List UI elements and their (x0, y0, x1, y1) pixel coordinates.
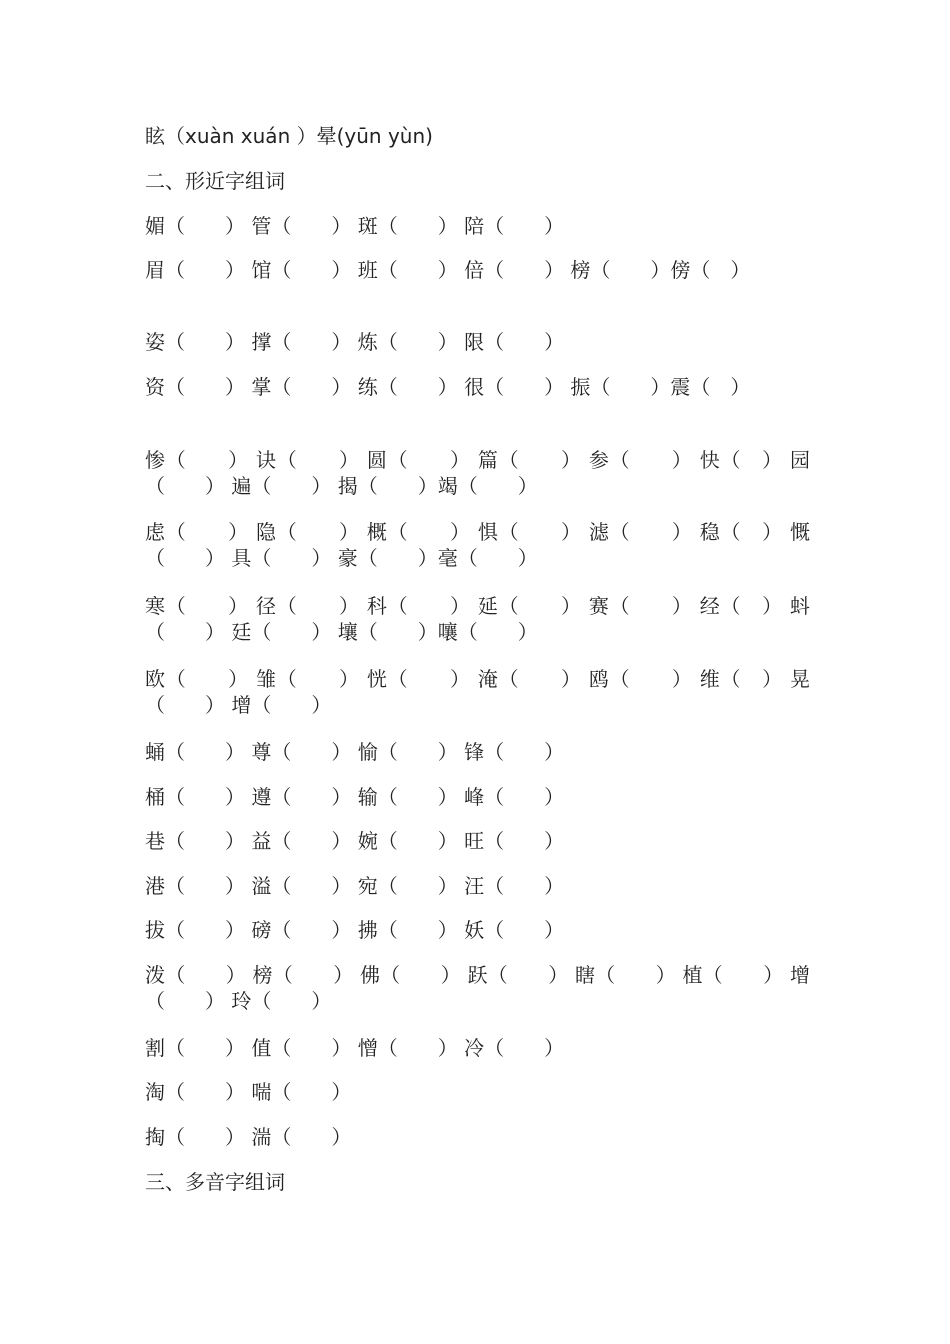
word-row: 拔（ ） 磅（ ） 拂（ ） 妖（ ） (145, 918, 565, 942)
word-row: 姿（ ） 撑（ ） 炼（ ） 限（ ） (145, 330, 565, 354)
word-row: 泼（ ） 榜（ ） 佛（ ） 跃（ ） 瞎（ ） 植（ ） 增（ ） 玲（ ） (145, 963, 810, 1013)
word-row: 媚（ ） 管（ ） 斑（ ） 陪（ ） (145, 214, 565, 238)
word-row: 港（ ） 溢（ ） 宛（ ） 汪（ ） (145, 874, 565, 898)
word-row: 巷（ ） 益（ ） 婉（ ） 旺（ ） (145, 829, 565, 853)
word-row: 虑（ ） 隐（ ） 概（ ） 惧（ ） 滤（ ） 稳（ ） 慨（ ） 具（ ） 豪（ ）毫（ ） (145, 520, 810, 570)
word-row: 淘（ ） 喘（ ） (145, 1080, 352, 1104)
word-row: 眉（ ） 馆（ ） 班（ ） 倍（ ） 榜（ ）傍（ ） (145, 258, 751, 282)
word-row: 蛹（ ） 尊（ ） 愉（ ） 锋（ ） (145, 740, 565, 764)
pinyin-line: 眩（xuàn xuán ）晕(yūn yùn) (145, 124, 433, 148)
word-row: 桶（ ） 遵（ ） 输（ ） 峰（ ） (145, 785, 565, 809)
word-row: 掏（ ） 湍（ ） (145, 1125, 352, 1149)
word-row: 惨（ ） 诀（ ） 圆（ ） 篇（ ） 参（ ） 快（ ） 园（ ） 遍（ ） 揭（ ）竭（ ） (145, 448, 810, 498)
section-3-title: 三、多音字组词 (145, 1170, 285, 1194)
word-row: 割（ ） 值（ ） 憎（ ） 冷（ ） (145, 1036, 565, 1060)
word-row: 寒（ ） 径（ ） 科（ ） 延（ ） 赛（ ） 经（ ） 蚪（ ） 廷（ ） 壤（ ）嚷（ ） (145, 594, 810, 644)
word-row: 欧（ ） 雏（ ） 恍（ ） 淹（ ） 鸥（ ） 维（ ） 晃（ ） 增（ ） (145, 667, 810, 717)
section-2-title: 二、形近字组词 (145, 169, 285, 193)
word-row: 资（ ） 掌（ ） 练（ ） 很（ ） 振（ ）震（ ） (145, 375, 751, 399)
